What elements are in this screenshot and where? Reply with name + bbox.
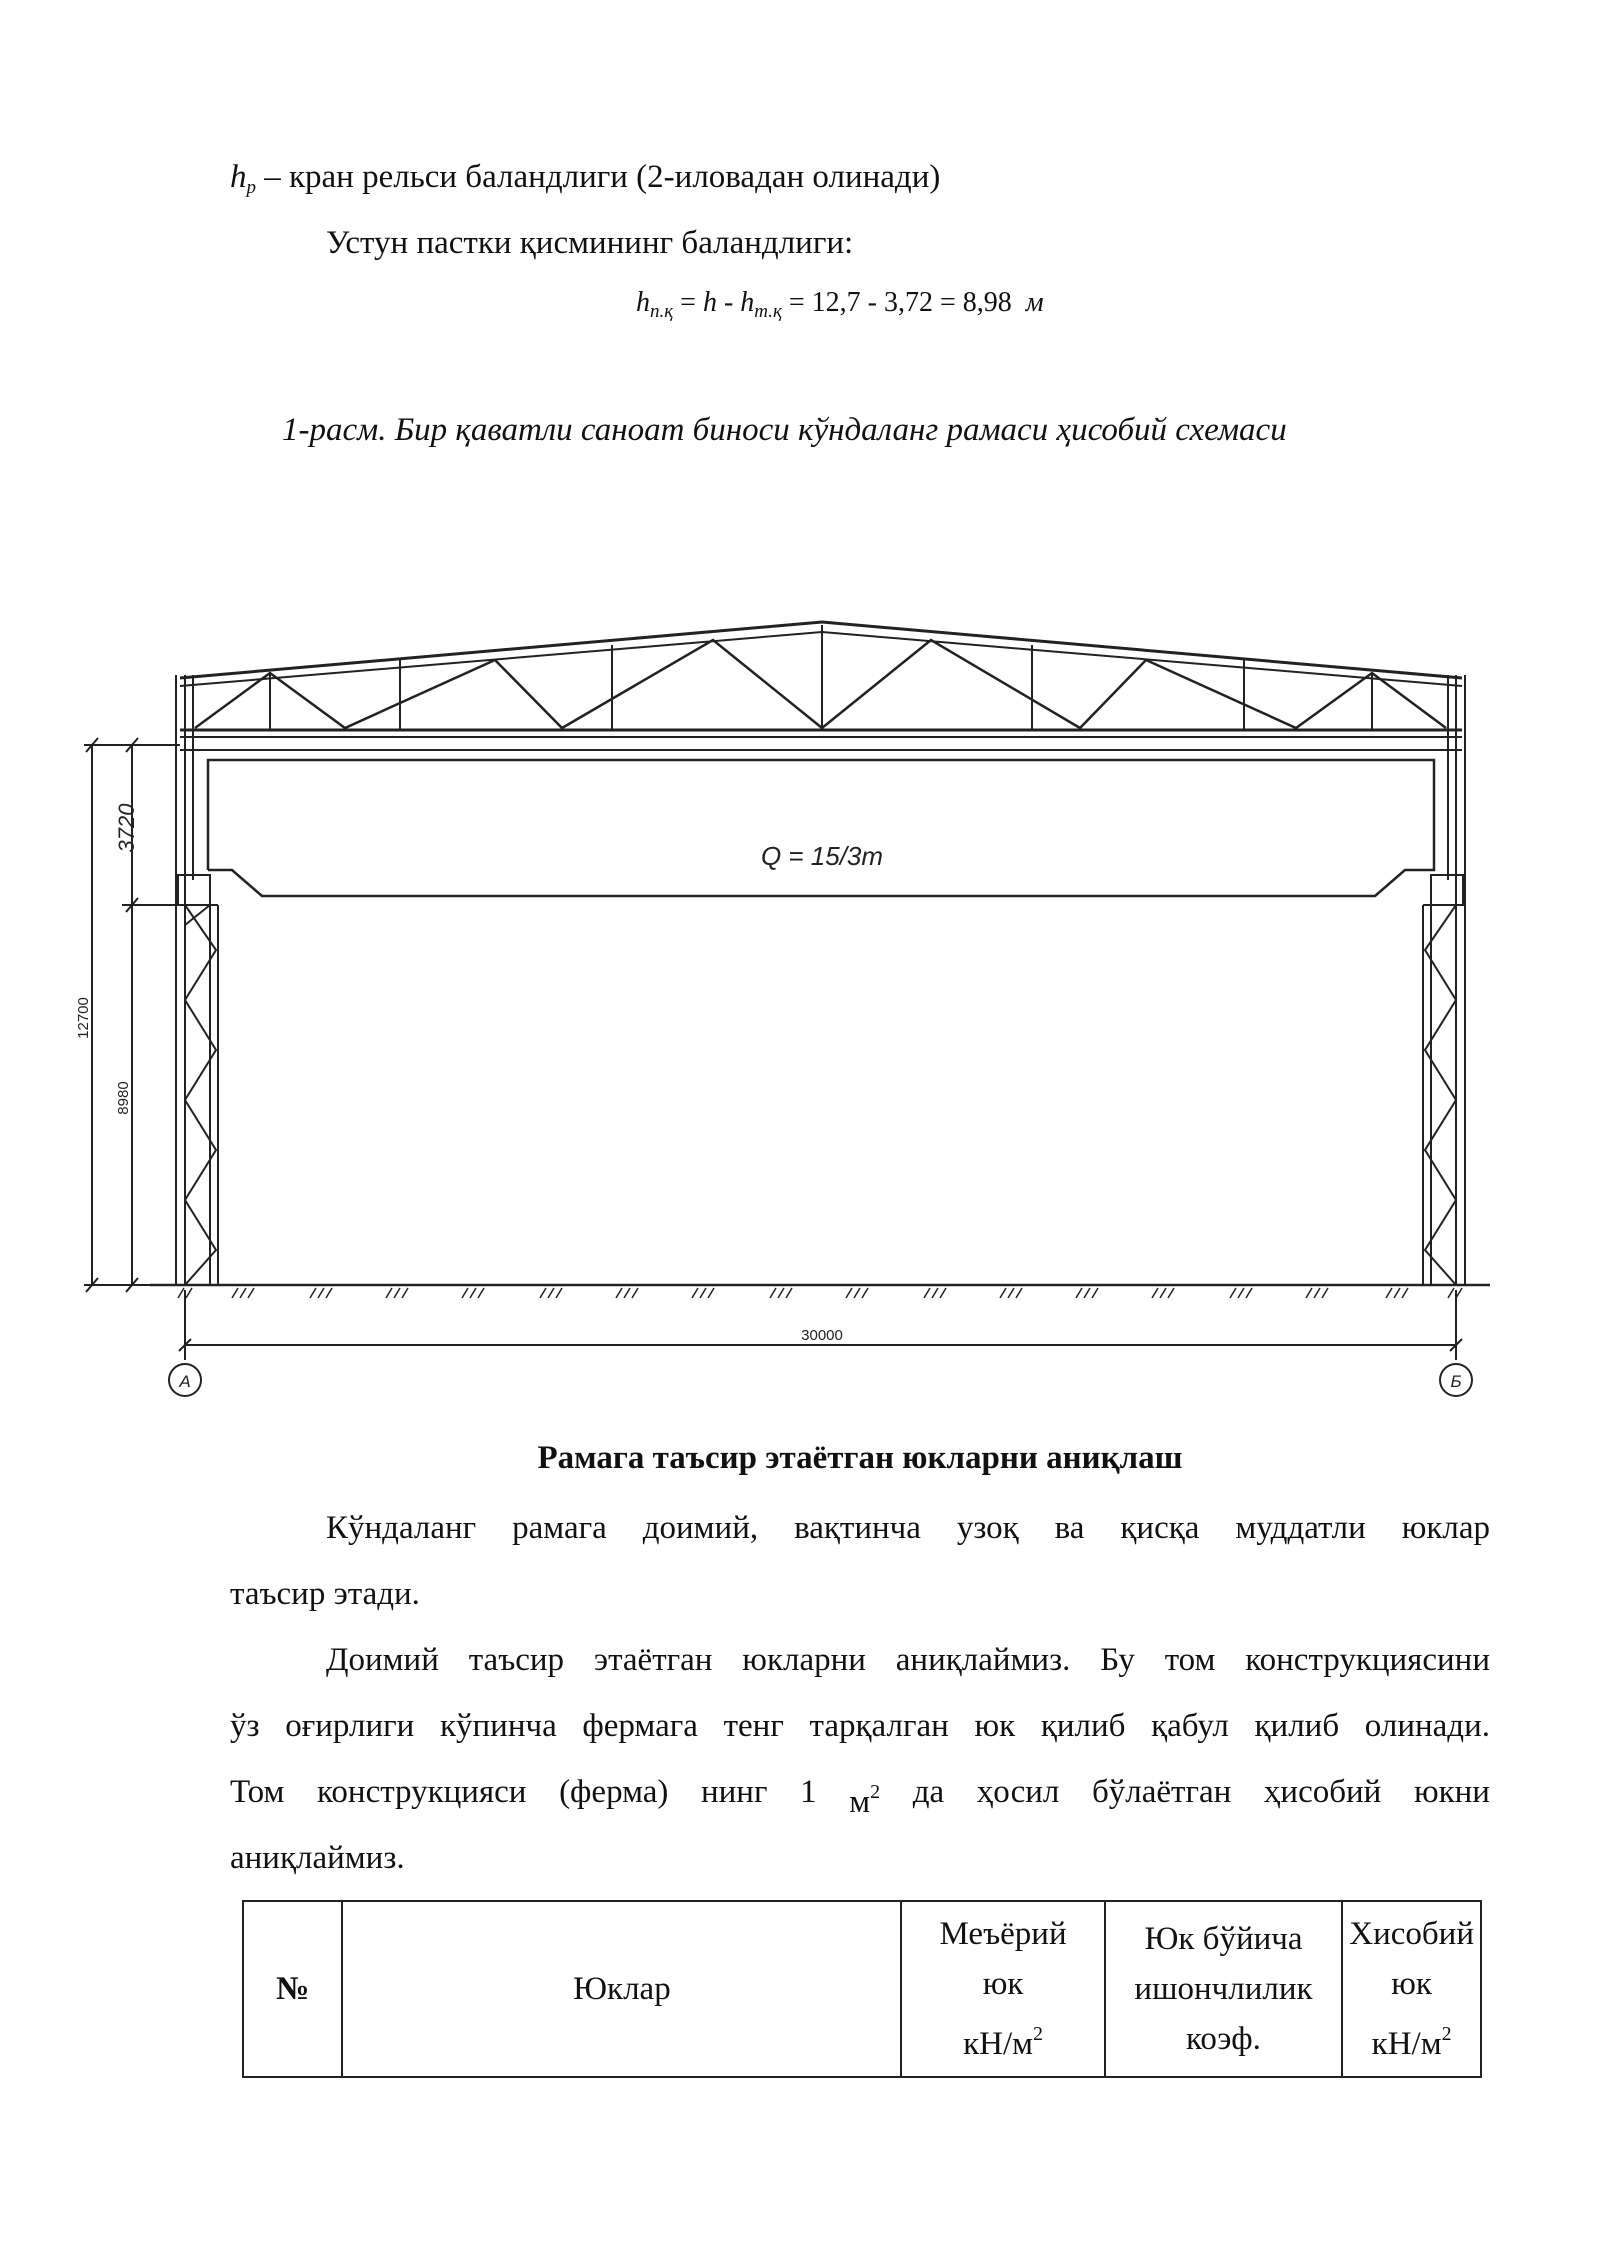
col-header-number: № — [243, 1901, 342, 2077]
paragraph1-line2: таъсир этади. — [230, 1576, 420, 1612]
section-heading: Рамага таъсир этаётган юкларни аниқлаш — [537, 1440, 1183, 1476]
var-hp: $h_р$ — [230, 159, 256, 198]
paragraph2-line4: аниқлаймиз. — [230, 1840, 405, 1876]
col-header-loads: Юклар — [342, 1901, 901, 2077]
paragraph1-line1: Кўндаланг рамага доимий, вақтинча узоқ ва қисқа муддатли юклар — [326, 1510, 1490, 1546]
axis-label-left: А — [179, 1372, 191, 1391]
dim-span-label: 30000 — [801, 1327, 843, 1344]
formula: $h_{п.қ} = h - h_{т.қ} = 12,7 - 3,72 = 8,98$ м — [636, 287, 1044, 322]
col-header-normative: Меъёрий юк $кН/м^2$ — [901, 1901, 1104, 2077]
col-header-coefficient: Юк бўйича ишончлилик коэф. — [1105, 1901, 1343, 2077]
paragraph2-line1: Доимий таъсир этаётган юкларни аниқлаймиз. Бу том конструкциясини — [326, 1642, 1490, 1678]
paragraph2-line2: ўз оғирлиги кўпинча фермага тенг тарқалган юк қилиб қабул қилиб олинади. — [230, 1708, 1490, 1744]
dim-upper-label: 3720 — [114, 803, 139, 853]
dim-total-label: 12700 — [75, 997, 92, 1039]
col-header-calculated: Хисобий юк $кН/м^2$ — [1342, 1901, 1481, 2077]
paragraph2-line3: Том конструкцияси (ферма) нинг 1 $м^2$ да ҳосил бўлаётган ҳисобий юкни — [230, 1774, 1490, 1820]
crane-capacity-label: Q = 15/3т — [760, 841, 884, 871]
lower-part-title: Устун пастки қисмининг баландлиги: — [326, 225, 854, 261]
dim-lower-label: 8980 — [115, 1081, 132, 1115]
table-header-row — [243, 1901, 1481, 2077]
figure-caption: 1-расм. Бир қаватли саноат биноси кўндаланг рамаси ҳисобий схемаси — [282, 412, 1287, 448]
axis-label-right: Б — [1450, 1372, 1462, 1391]
loads-table — [242, 1900, 1482, 2078]
intro-line: $h_р$ – кран рельси баландлиги (2-иловадан олинади) — [230, 159, 941, 198]
